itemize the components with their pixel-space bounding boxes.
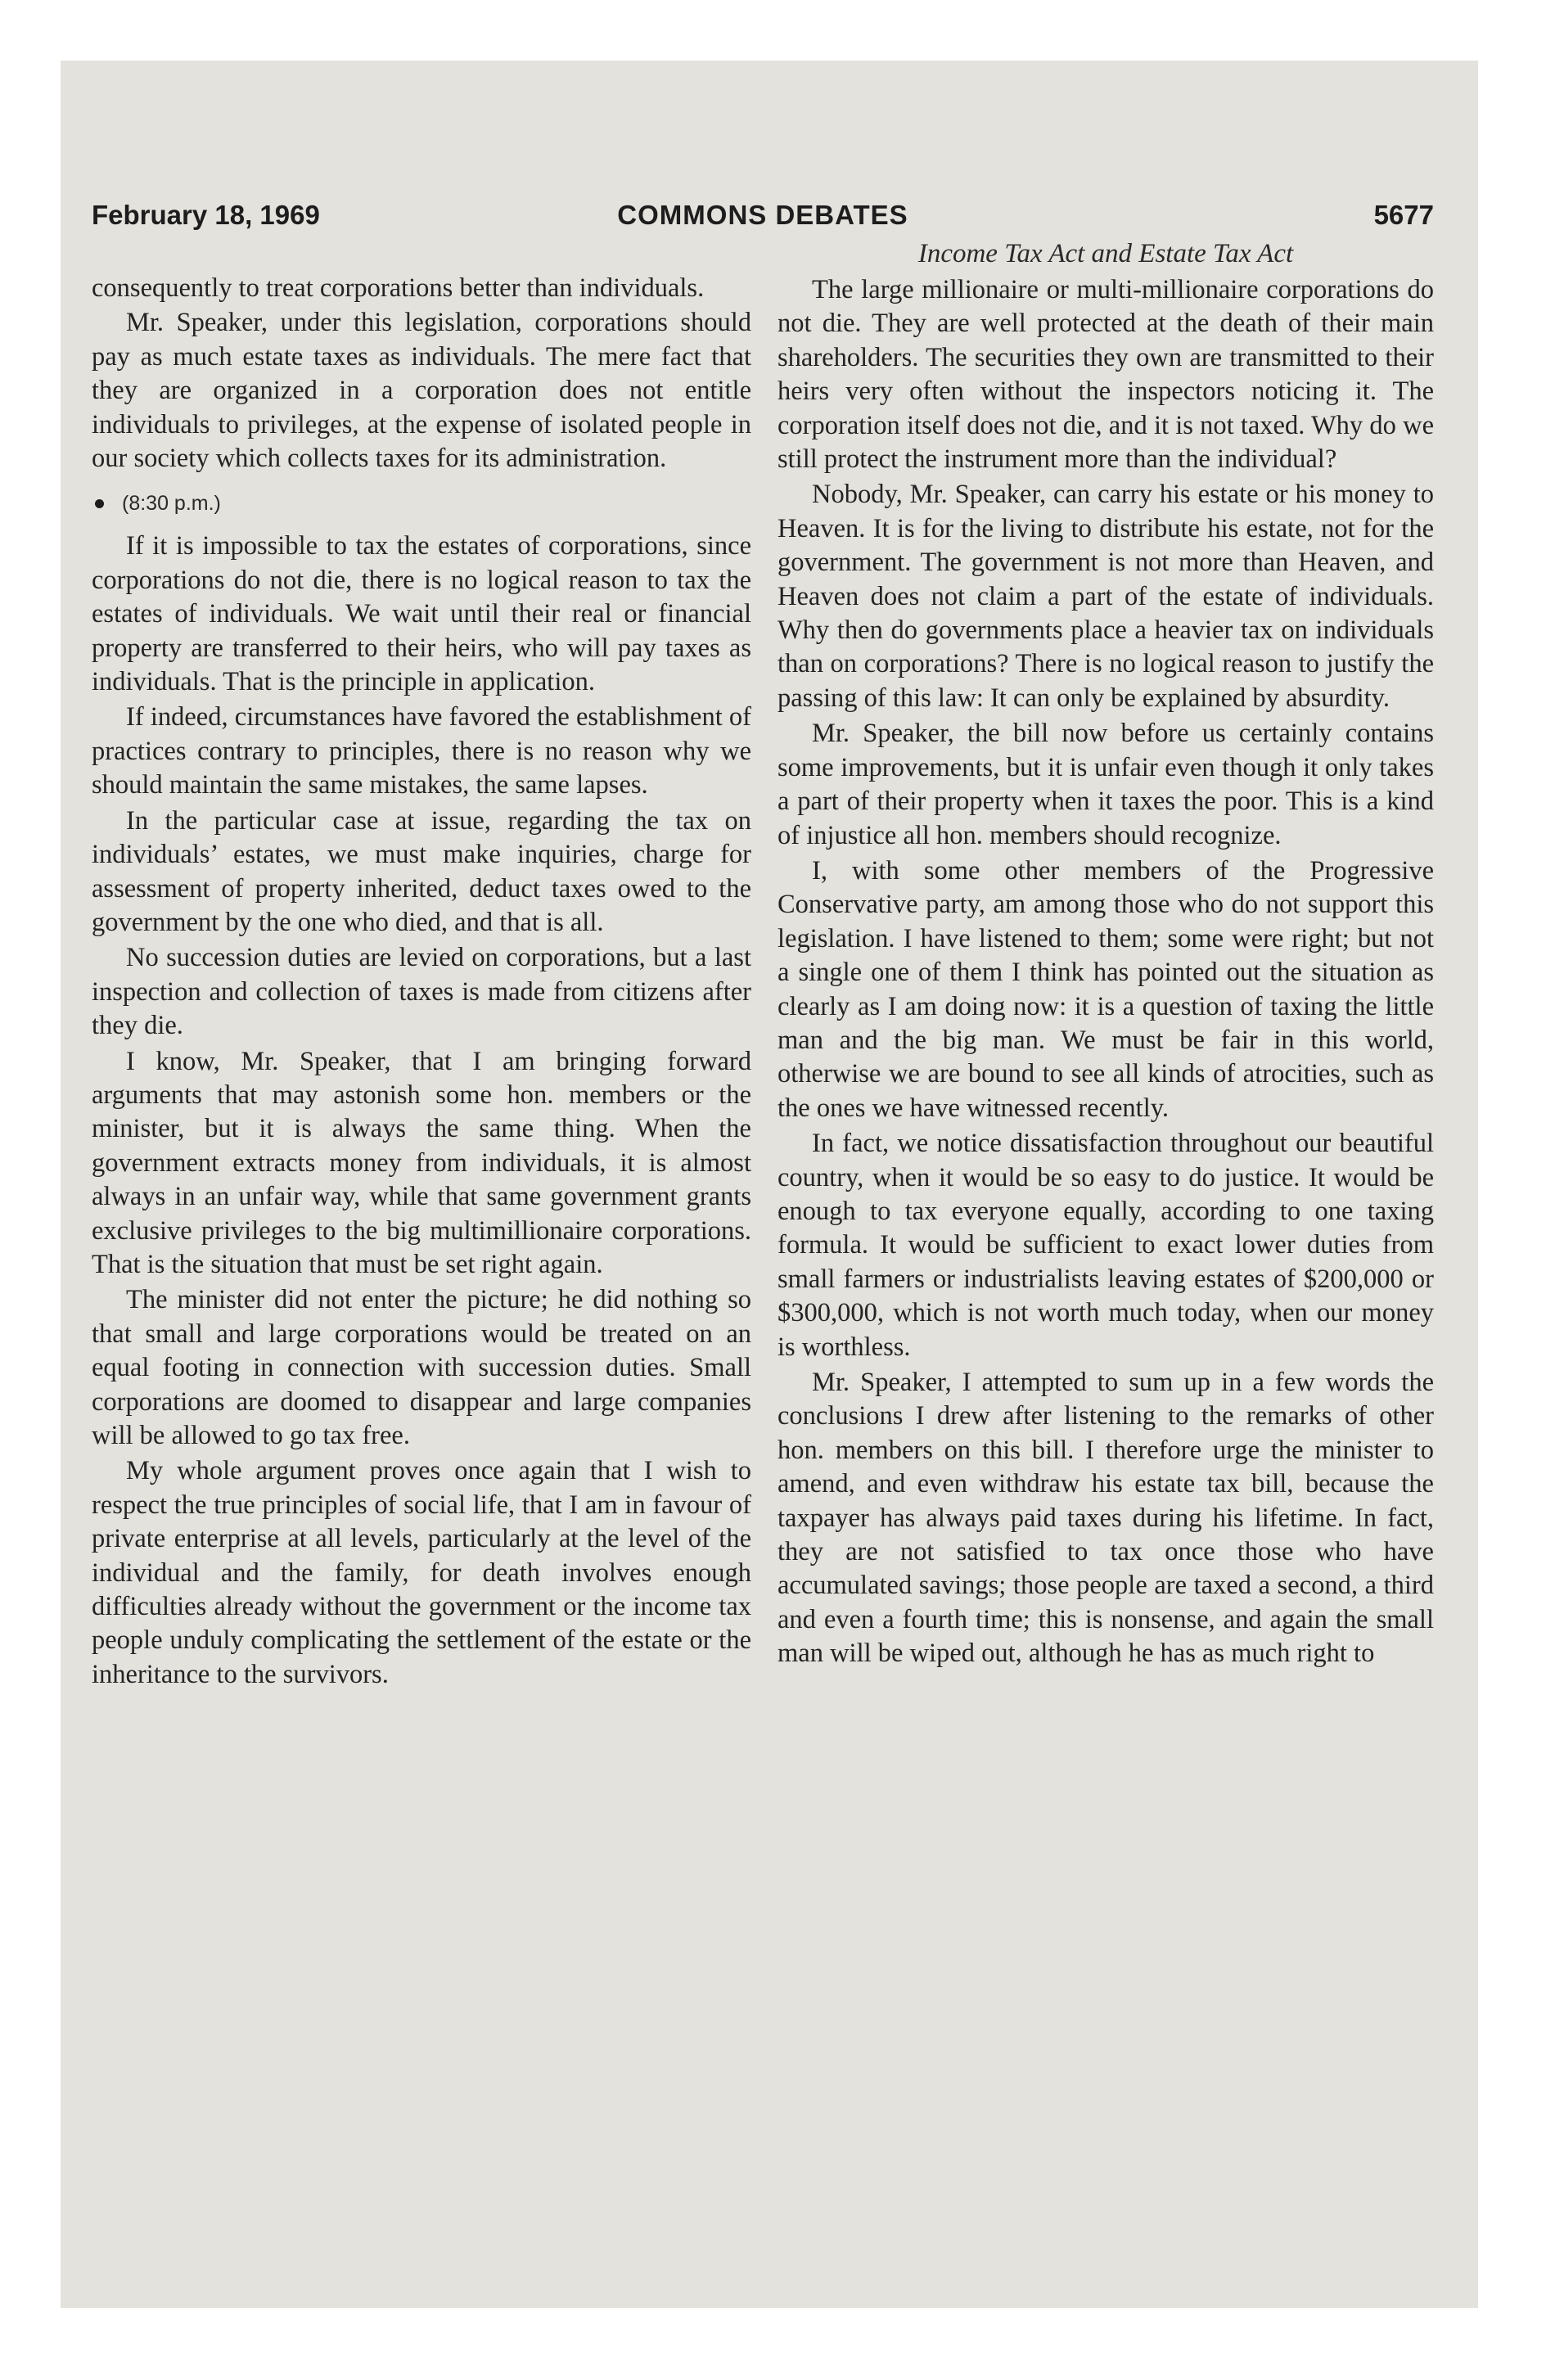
paragraph: Mr. Speaker, I attempted to sum up in a few words the conclusions I drew after listening to the remarks of other hon. members on this bill. I therefore urge the minister to amend, and even withdraw his estate tax bill, because the taxpayer has always paid taxes during his lifetime. In fact, they are not satisfied to tax once those who have accumulated savings; those people are taxed a second, a third and even a fourth time; this is nonsense, and again the small man will be wiped out, although he has as much right to bbox=[778, 1368, 1434, 1669]
journal-title: COMMONS DEBATES bbox=[617, 200, 908, 230]
paragraph: I, with some other members of the Progressive Conservative party, am among those who do not support this legislation. I have listened to them; some were right; but not a single one of them I think has pointed out the situation as clearly as I am doing now: it is a question of taxing the little man and the big man. We must be fair in this world, otherwise we are bound to see all kinds of atrocities, such as the ones we have witnessed recently. bbox=[778, 855, 1434, 1123]
time-marker-text: (8:30 p.m.) bbox=[122, 492, 221, 516]
paragraph: Mr. Speaker, under this legislation, corporations should pay as much estate taxes as individuals. The mere fact that they are organized in a corporation does not entitle individuals to privileges, at the expense of isolated people in our society which collects taxes for its administration. bbox=[92, 308, 751, 474]
running-head: Income Tax Act and Estate Tax Act bbox=[917, 239, 1294, 268]
left-column bbox=[92, 272, 751, 1693]
paragraph: If it is impossible to tax the estates of corporations, since corporations do not die, there is no logical reason to tax the estates of individuals. We wait until their real or financial property are transferred to their heirs, who will pay taxes as individuals. That is the principle in application. bbox=[92, 531, 751, 697]
paragraph: I know, Mr. Speaker, that I am bringing forward arguments that may astonish some hon. members or the minister, but it is always the same thing. When the government extracts money from individuals, it is almost always in an unfair way, while that same government grants exclusive privileges to the big multimillionaire corporations. That is the situation that must be set right again. bbox=[92, 1046, 751, 1279]
paragraph: Nobody, Mr. Speaker, can carry his estate or his money to Heaven. It is for the living to distribute his estate, not for the government. The government is not more than Heaven, and Heaven does not claim a part of the estate of individuals. Why then do governments place a heavier tax on individuals than on corporations? There is no logical reason to justify the passing of this law: It can only be explained by absurdity. bbox=[778, 480, 1434, 713]
bullet-icon bbox=[95, 499, 104, 508]
paragraph: The large millionaire or multi-millionaire corporations do not die. They are well protected at the death of their main shareholders. The securities they own are transmitted to their heirs very often without the inspectors noticing it. The corporation itself does not die, and it is not taxed. Why do we still protect the instrument more than the individual? bbox=[778, 275, 1434, 475]
paragraph: In fact, we notice dissatisfaction throughout our beautiful country, when it would be so easy to do justice. It would be enough to tax everyone equally, according to one taxing formula. It would be sufficient to exact lower duties from small farmers or industrialists leaving estates of $200,000 or $300,000, which is not worth much today, when our money is worthless. bbox=[778, 1129, 1434, 1362]
right-column bbox=[778, 273, 1434, 1672]
paragraph: consequently to treat corporations better than individuals. bbox=[92, 273, 705, 303]
issue-date: February 18, 1969 bbox=[92, 200, 320, 230]
paragraph: My whole argument proves once again that I wish to respect the true principles of social life, that I am in favour of private enterprise at all levels, particularly at the level of the individual and the family, for death involves enough difficulties already without the government or the income tax people unduly complicating the settlement of the estate or the inheritance to the survivors. bbox=[92, 1456, 751, 1689]
paragraph: If indeed, circumstances have favored the establishment of practices contrary to principles, there is no reason why we should maintain the same mistakes, the same lapses. bbox=[92, 702, 751, 800]
paragraph: In the particular case at issue, regarding the tax on individuals’ estates, we must make inquiries, charge for assessment of property inherited, deduct taxes owed to the government by the one who died, and that is all. bbox=[92, 805, 751, 937]
page-header bbox=[92, 200, 1434, 239]
paragraph: Mr. Speaker, the bill now before us certainly contains some improvements, but it is unfair even though it only takes a part of their property when it taxes the poor. This is a kind of injustice all hon. members should recognize. bbox=[778, 719, 1434, 850]
paragraph: No succession duties are levied on corporations, but a last inspection and collection of taxes is made from citizens after they die. bbox=[92, 943, 751, 1041]
time-marker bbox=[92, 489, 751, 518]
paragraph: The minister did not enter the picture; he did nothing so that small and large corporations would be treated on an equal footing in connection with succession duties. Small corporations are doomed to disappear and large companies will be allowed to go tax free. bbox=[92, 1285, 751, 1450]
page-number: 5677 bbox=[1373, 200, 1434, 230]
